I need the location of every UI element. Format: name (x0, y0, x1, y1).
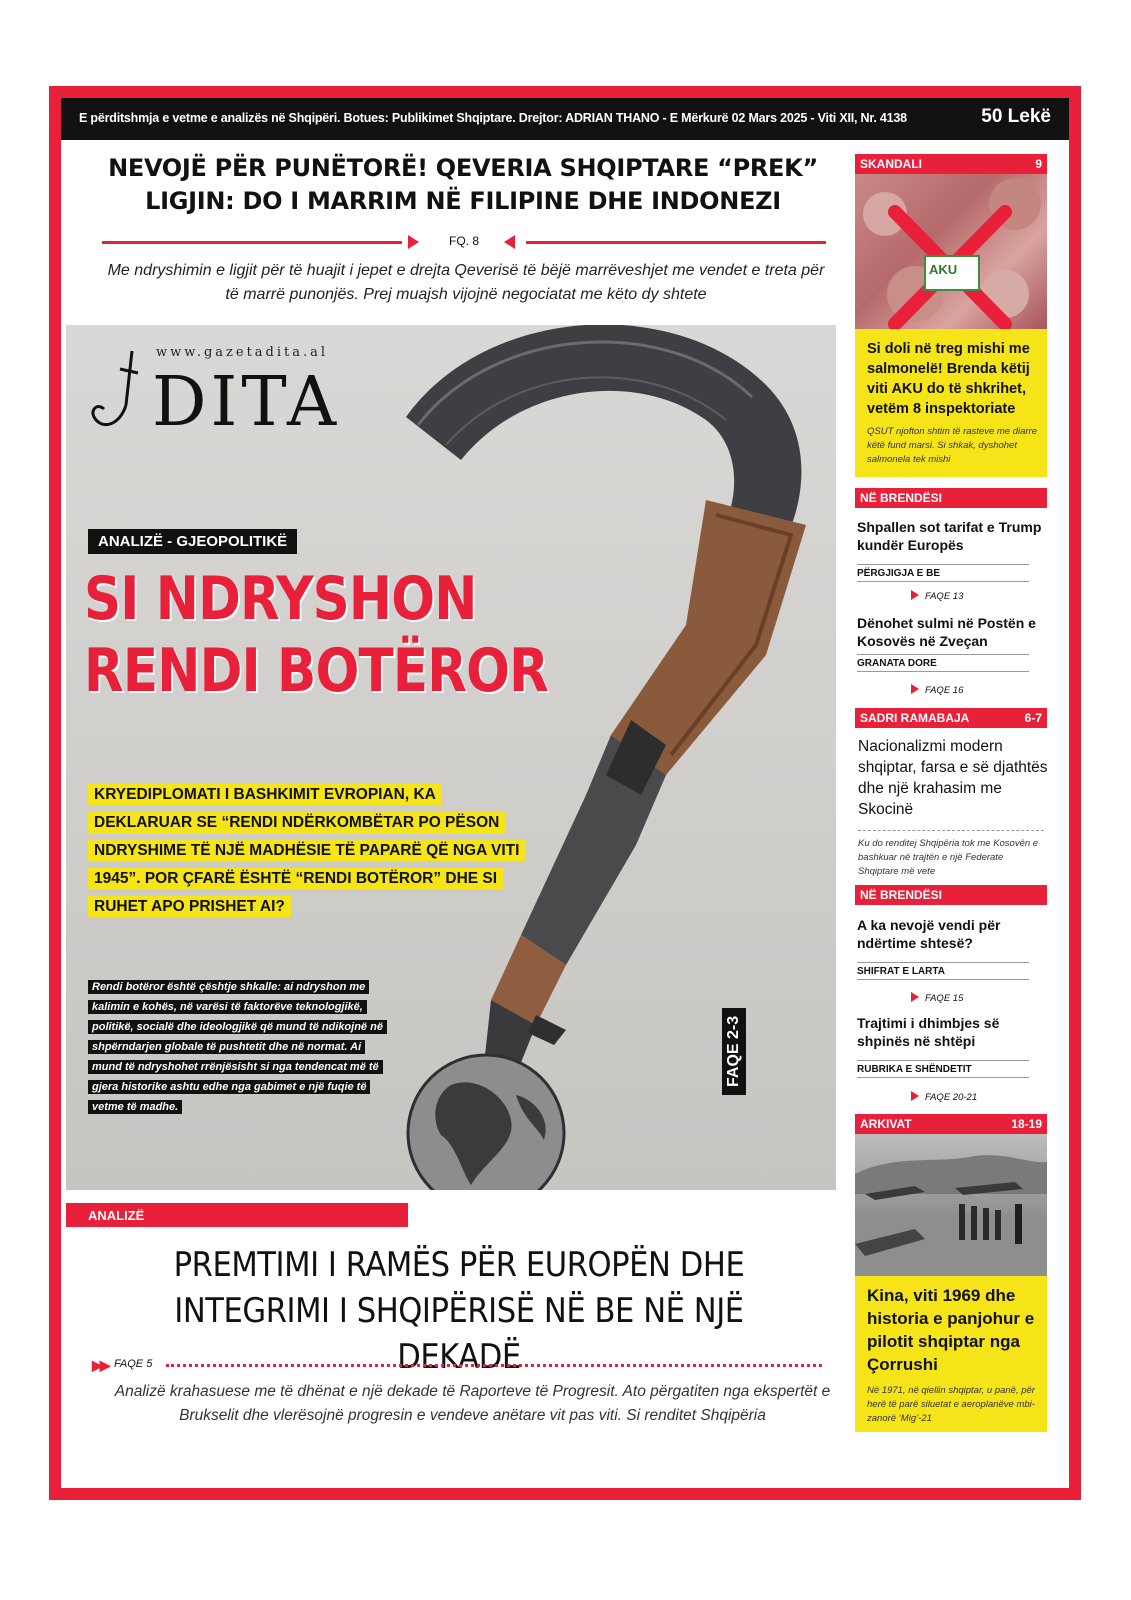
cover-deck (88, 781, 528, 921)
masthead-bar (61, 98, 1069, 140)
sidebar-tag-page: 6-7 (1024, 711, 1042, 725)
sidebar-tag-label: NË BRENDËSI (860, 888, 943, 902)
sidebar-tag-page: 9 (1035, 157, 1042, 171)
airfield-photo[interactable] (855, 1134, 1047, 1276)
bottom-page-ref-row (92, 1356, 822, 1372)
brief-rubric: SHIFRAT E LARTA (857, 962, 1029, 980)
cover-title-line2: RENDI BOTËROR (84, 636, 548, 706)
skandali-note: QSUT njofton shtim të rasteve me diarre këtë fund marsi. Si shkak, dyshohet salmonela tek mishi (867, 426, 1038, 465)
cover-paragraph-text: Rendi botëror është çështje shkalle: ai ndryshon me kalimin e kohës, në varësi të faktorëve teknologjikë, politikë, socialë dhe ideologjikë që mund të ndikojnë në shpërndarjen globale të pushtetit dhe në normat. Ai mund të ndryshohet rrënjësisht si nga tendencat më të gjera historike ashtu edhe nga gabimet e një fuqie të vetme të madhe. (88, 980, 387, 1114)
cover-paragraph (88, 977, 392, 1117)
brief-page-ref[interactable]: FAQE 20-21 (911, 1091, 977, 1103)
arrow-right-icon (408, 235, 419, 249)
lead-headline-line2: LIGJIN: DO I MARRIM NË FILIPINE DHE INDONEZI (145, 187, 781, 215)
arkivat-title: Kina, viti 1969 dhe historia e panjohur e pilotit shqiptar nga Çorrushi (867, 1286, 1035, 1374)
brief-rubric: PËRGJIGJA E BE (857, 564, 1029, 582)
bottom-deck: Analizë krahasuese me të dhënat e një dekade të Raporteve të Progresit. Ato përgatiten nga ekspertët e Brukselit dhe vlerësojnë progresin e vendeve anëtare vit pas viti. Si renditet Shqipëria (114, 1383, 831, 1424)
sword-logo-icon (90, 347, 150, 437)
sidebar-tag-brendesi-2 (855, 885, 1047, 905)
cover-title-line1: SI NDRYSHON (84, 564, 477, 634)
divider-line (102, 241, 402, 244)
sidebar-tag-opinion (855, 708, 1047, 728)
brief-rubric: RUBRIKA E SHËNDETIT (857, 1060, 1029, 1078)
cover-page-ref[interactable]: FAQE 2-3 (722, 1008, 746, 1095)
sidebar-tag-label: SADRI RAMABAJA (860, 711, 970, 725)
arkivat-box[interactable] (855, 1276, 1047, 1432)
brief-title[interactable]: Shpallen sot tarifat e Trump kundër Europës (857, 519, 1042, 553)
logo-name: DITA (152, 363, 341, 442)
opinion-title[interactable]: Nacionalizmi modern shqiptar, farsa e së djathtës dhe një krahasim me Skocinë (858, 738, 1048, 818)
bottom-headline-line1: PREMTIMI I RAMËS PËR EUROPËN DHE (173, 1245, 745, 1285)
sidebar-tag-label: SKANDALI (860, 157, 922, 171)
cover-kicker: ANALIZË - GJEOPOLITIKË (88, 529, 297, 554)
lead-page-ref[interactable]: FQ. 8 (448, 234, 479, 248)
divider-line (526, 241, 826, 244)
double-arrow-icon: ▶▶ (92, 1357, 108, 1373)
sidebar-tag-arkivat (855, 1114, 1047, 1134)
airfield-photo-art (855, 1134, 1047, 1276)
sidebar-tag-page: 18-19 (1011, 1117, 1042, 1131)
price: 50 Lekë (981, 106, 1051, 127)
brief-title[interactable]: Dënohet sulmi në Postën e Kosovës në Zveçan (857, 615, 1036, 649)
cover-title[interactable] (84, 563, 548, 707)
lead-deck: Me ndryshimin e ligjit për të huajit i jepet e drejta Qeverisë të bëjë marrëveshjet me vendet e treta për të marrë punonjës. Prej muajsh vijojnë negociatat me këto dy shtete (107, 262, 825, 303)
photo-sign-text: AKU (929, 262, 958, 277)
arkivat-note: Në 1971, në qiellin shqiptar, u panë, për herë të parë siluetat e aeroplanëve mbi-zanorë ‘Mig’-21 (867, 1385, 1035, 1424)
brief-title[interactable]: A ka nevojë vendi për ndërtime shtesë? (857, 917, 1001, 951)
masthead-text: E përditshmja e vetme e analizës në Shqipëri. Botues: Publikimet Shqiptare. Drejtor: ADRIAN THANO - E Mërkurë 02 Mars 2025 - Viti XII, Nr. 4138 (79, 111, 907, 125)
skandali-box[interactable] (855, 329, 1047, 477)
brief-page-ref[interactable]: FAQE 16 (911, 684, 963, 696)
meat-photo[interactable] (855, 174, 1047, 329)
lead-headline-line1: NEVOJË PËR PUNËTORË! QEVERIA SHQIPTARE “PREK” (108, 154, 818, 182)
lead-page-ref-row (102, 232, 826, 252)
bottom-headline-line2: INTEGRIMI I SHQIPËRISË NË BE NË NJË DEKADË (174, 1291, 744, 1377)
lead-headline[interactable] (68, 152, 858, 218)
sidebar-tag-label: NË BRENDËSI (860, 491, 943, 505)
logo-url: www.gazetadita.al (156, 345, 329, 360)
cover-deck-text: KRYEDIPLOMATI I BASHKIMIT EVROPIAN, KA DEKLARUAR SE “RENDI NDËRKOMBËTAR PO PËSON NDRYSHIME TË NJË MADHËSIE TË PAPARË QË NGA VITI 1945”. POR ÇFARË ËSHTË “RENDI BOTËROR” DHE SI RUHET APO PRISHET AI? (88, 784, 525, 917)
skandali-title: Si doli në treg mishi me salmonelë! Brenda këtij viti AKU do të shkrihet, vetëm 8 inspektoriate (867, 341, 1030, 417)
sidebar-tag-label: ARKIVAT (860, 1117, 912, 1131)
brief-page-ref[interactable]: FAQE 15 (911, 992, 963, 1004)
dotted-divider (166, 1364, 822, 1367)
opinion-note: Ku do renditej Shqipëria tok me Kosovën e bashkuar në trajtën e një Federate Shqiptare më vete (858, 830, 1044, 879)
sidebar-tag-skandali (855, 154, 1047, 174)
bottom-story-tag: ANALIZË (66, 1203, 408, 1227)
bottom-page-ref[interactable]: FAQE 5 (114, 1358, 153, 1370)
cover-illustration[interactable] (66, 325, 836, 1190)
brief-rubric: GRANATA DORE (857, 654, 1029, 672)
meat-photo-art (855, 174, 1047, 329)
arrow-left-icon (504, 235, 515, 249)
brief-title[interactable]: Trajtimi i dhimbjes së shpinës në shtëpi (857, 1015, 1000, 1049)
sidebar-tag-brendesi-1 (855, 488, 1047, 508)
brief-page-ref[interactable]: FAQE 13 (911, 590, 963, 602)
